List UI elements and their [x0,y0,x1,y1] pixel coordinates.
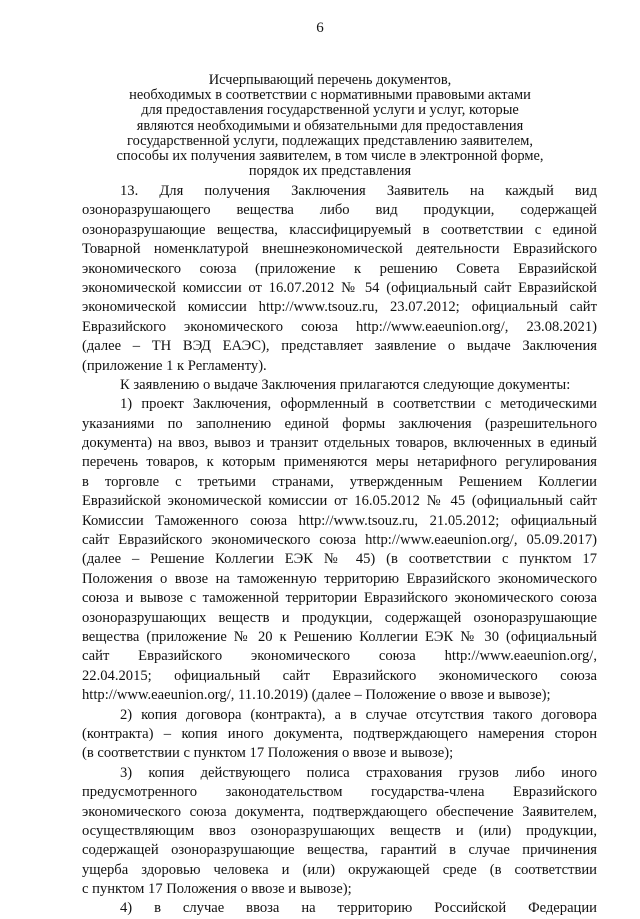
item-1-line: перечень товаров, к которым применяются меры нетарифного регулирования [82,454,597,471]
paragraph-13-line: (приложение 1 к Регламенту). [82,357,267,374]
item-3-line: ущерба здоровью человека и (или) окружающей среде (в соответствии [82,861,597,878]
paragraph-13-line: озоноразрушающего вещества либо вид продукции, содержащей [82,202,597,219]
document-body [82,182,597,919]
heading-line: Исчерпывающий перечень документов, [208,72,452,88]
item-1-line: Положения о ввозе на таможенную территорию Евразийского экономического [82,570,597,587]
item-1-line: озоноразрушающих веществ и продукции, содержащей озоноразрушающие [82,609,597,626]
item-3-line: с пунктом 17 Положения о ввозе и вывозе); [82,881,352,898]
item-3-line: предусмотренного законодательством государства-члена Евразийского [82,784,597,801]
item-1-line: документа) на ввоз, вывоз и транзит отдельных товаров, включенных в единый [82,435,597,452]
item-3-line: экономического союза документа, подтверждающего обеспечение Заявителем, [82,803,597,820]
item-1-line: 1) проект Заключения, оформленный в соответствии с методическими [120,396,597,413]
item-1-line: Комиссии Таможенного союза http://www.tsouz.ru, 21.05.2012; официальный [82,512,597,529]
documents-intro-line: К заявлению о выдаче Заключения прилагаются следующие документы: [120,376,571,393]
page-number: 6 [316,20,324,36]
item-1-line: 22.04.2015; официальный сайт Евразийского экономического союза [82,667,597,684]
item-1-line: (далее – Решение Коллегии ЕЭК № 45) (в соответствии с пунктом 17 [82,551,597,568]
paragraph-13-line: Евразийского экономического союза http://www.eaeunion.org/, 23.08.2021) [82,318,597,335]
section-heading [110,73,550,179]
item-3-line: осуществляющим ввоз озоноразрушающих веществ и (или) продукции, [82,822,597,839]
item-1-line: указаниями по заполнению единой формы заключения (разрешительного [82,415,597,432]
paragraph-13-line: (далее – ТН ВЭД ЕАЭС), представляет заявление о выдаче Заключения [82,338,597,355]
heading-line: являются необходимыми и обязательными для предоставления [136,117,524,134]
item-1-line: сайт Евразийского экономического союза http://www.eaeunion.org/, 05.09.2017) [82,532,597,549]
heading-line: государственной услуги, подлежащих представлению заявителем, [127,132,533,149]
item-3-line: содержащей озоноразрушающие вещества, гарантий в случае причинения [82,842,597,859]
paragraph-13-line: экономического союза (приложение к решению Совета Евразийской [82,260,597,277]
heading-line: для предоставления государственной услуги и услуг, которые [141,102,519,119]
item-4-line: 4) в случае ввоза на территорию Российской Федерации [120,900,597,917]
item-2-line: (в соответствии с пунктом 17 Положения о ввозе и вывозе); [82,745,454,762]
heading-line: необходимых в соответствии с нормативными правовыми актами [129,87,531,104]
item-1-line: в торговле с третьими странами, утвержденным Решением Коллегии [82,473,597,490]
heading-line: порядок их представления [248,163,412,180]
item-2-line: (контракта) – копия иного документа, подтверждающего намерения сторон [82,725,597,742]
item-3-line: 3) копия действующего полиса страхования грузов либо иного [120,764,597,781]
item-1-line: союза и вывозе с таможенной территории Евразийского экономического союза [82,590,597,607]
item-1-line: сайт Евразийского экономического союза http://www.eaeunion.org/, [82,648,597,665]
item-1-line: http://www.eaeunion.org/, 11.10.2019) (далее – Положение о ввозе и вывозе); [82,687,551,704]
paragraph-13-line: экономической комиссии от 16.07.2012 № 54 (официальный сайт Евразийской [82,279,597,296]
item-1-line: Евразийской экономической комиссии от 16.05.2012 № 45 (официальный сайт [82,493,597,510]
paragraph-13-line: озоноразрушающие вещества, классифицируемый в соответствии с единой [82,221,597,238]
item-1-line: вещества (приложение № 20 к Решению Коллегии ЕЭК № 30 (официальный [82,628,597,645]
item-2-line: 2) копия договора (контракта), а в случае отсутствия такого договора [120,706,597,723]
paragraph-13-line: Товарной номенклатурой внешнеэкономической деятельности Евразийского [82,241,597,258]
paragraph-13-line: экономической комиссии http://www.tsouz.ru, 23.07.2012; официальный сайт [82,299,597,316]
paragraph-13-line: 13. Для получения Заключения Заявитель на каждый вид [120,183,597,199]
heading-line: способы их получения заявителем, в том числе в электронной форме, [116,148,544,165]
